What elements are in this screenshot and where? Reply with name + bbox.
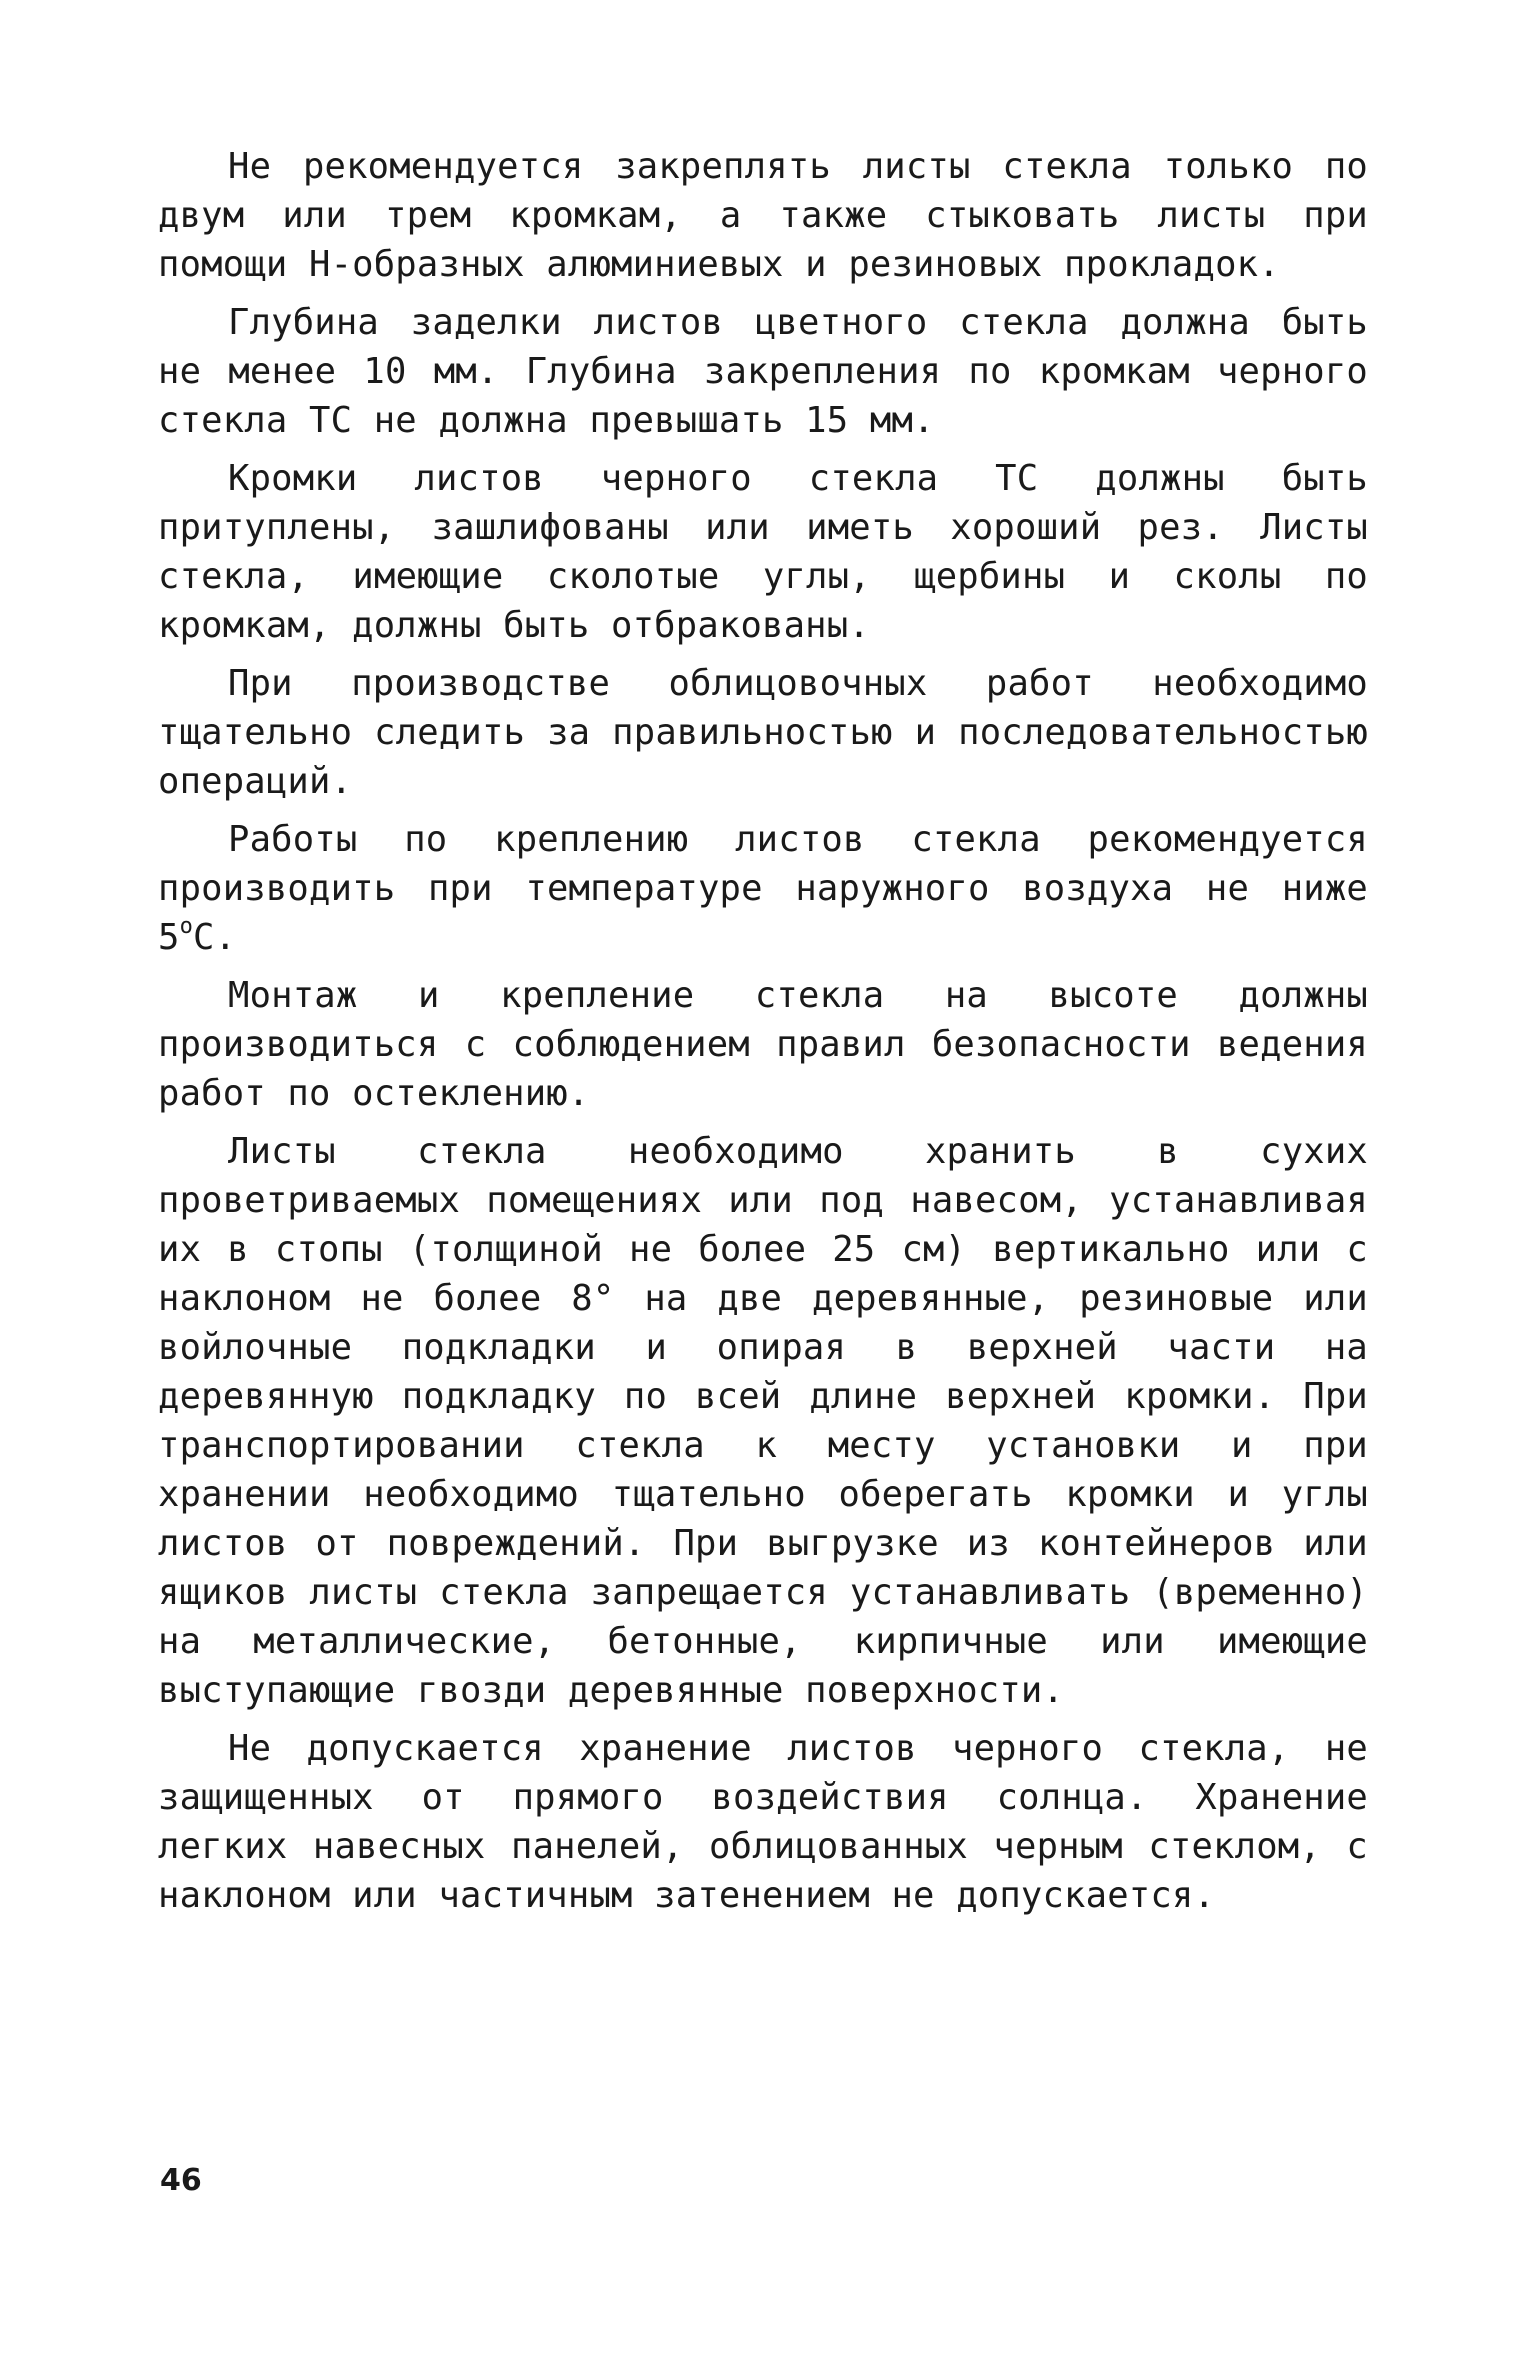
paragraph-embedding-depth: Глубина заделки листов цветного стекла должна быть не менее 10 мм. Глубина закрепления по кромкам черного стекла ТС не должна превышать 15 мм. — [158, 302, 1368, 441]
paragraph-sun-protection: Не допускается хранение листов черного стекла, не защищенных от прямого воздействия солнца. Хранение легких навесных панелей, облицованных черным стеклом, с наклоном или частичным затенением не допускается. — [158, 1728, 1368, 1916]
paragraph-edge-finishing: Кромки листов черного стекла ТС должны быть притуплены, зашлифованы или иметь хороший рез. Листы стекла, имеющие сколотые углы, щербины и сколы по кромкам, должны быть отбракованы. — [158, 458, 1368, 646]
temperature-unit: С. — [193, 917, 237, 958]
page-number: 46 — [160, 2163, 202, 2198]
paragraph-safety: Монтаж и крепление стекла на высоте должны производиться с соблюдением правил безопасности ведения работ по остеклению. — [158, 975, 1368, 1114]
paragraph-storage: Листы стекла необходимо хранить в сухих проветриваемых помещениях или под навесом, устанавливая их в стопы (толщиной не более 25 см) вертикально или с наклоном не более 8° на две деревянные, резиновые или войлочные подкладки и опирая в верхней части на деревянную подкладку по всей длине верхней кромки. При транспортировании стекла к месту установки и при хранении необходимо тщательно оберегать кромки и углы листов от повреждений. При выгрузке из контейнеров или ящиков листы стекла запрещается устанавливать (временно) на металлические, бетонные, кирпичные или имеющие выступающие гвозди деревянные поверхности. — [158, 1131, 1368, 1711]
paragraph-fastening-edges: Не рекомендуется закреплять листы стекла только по двум или трем кромкам, а также стыковать листы при помощи Н-образных алюминиевых и резиновых прокладок. — [158, 146, 1368, 285]
degree-superscript: о — [179, 914, 194, 939]
paragraph-temperature — [158, 815, 1368, 962]
body-text — [158, 142, 1368, 1929]
temperature-text: Работы по креплению листов стекла рекомендуется производить при температуре наружного воздуха не ниже 5 — [158, 819, 1368, 958]
paragraph-work-sequence: При производстве облицовочных работ необходимо тщательно следить за правильностью и последовательностью операций. — [158, 663, 1368, 802]
